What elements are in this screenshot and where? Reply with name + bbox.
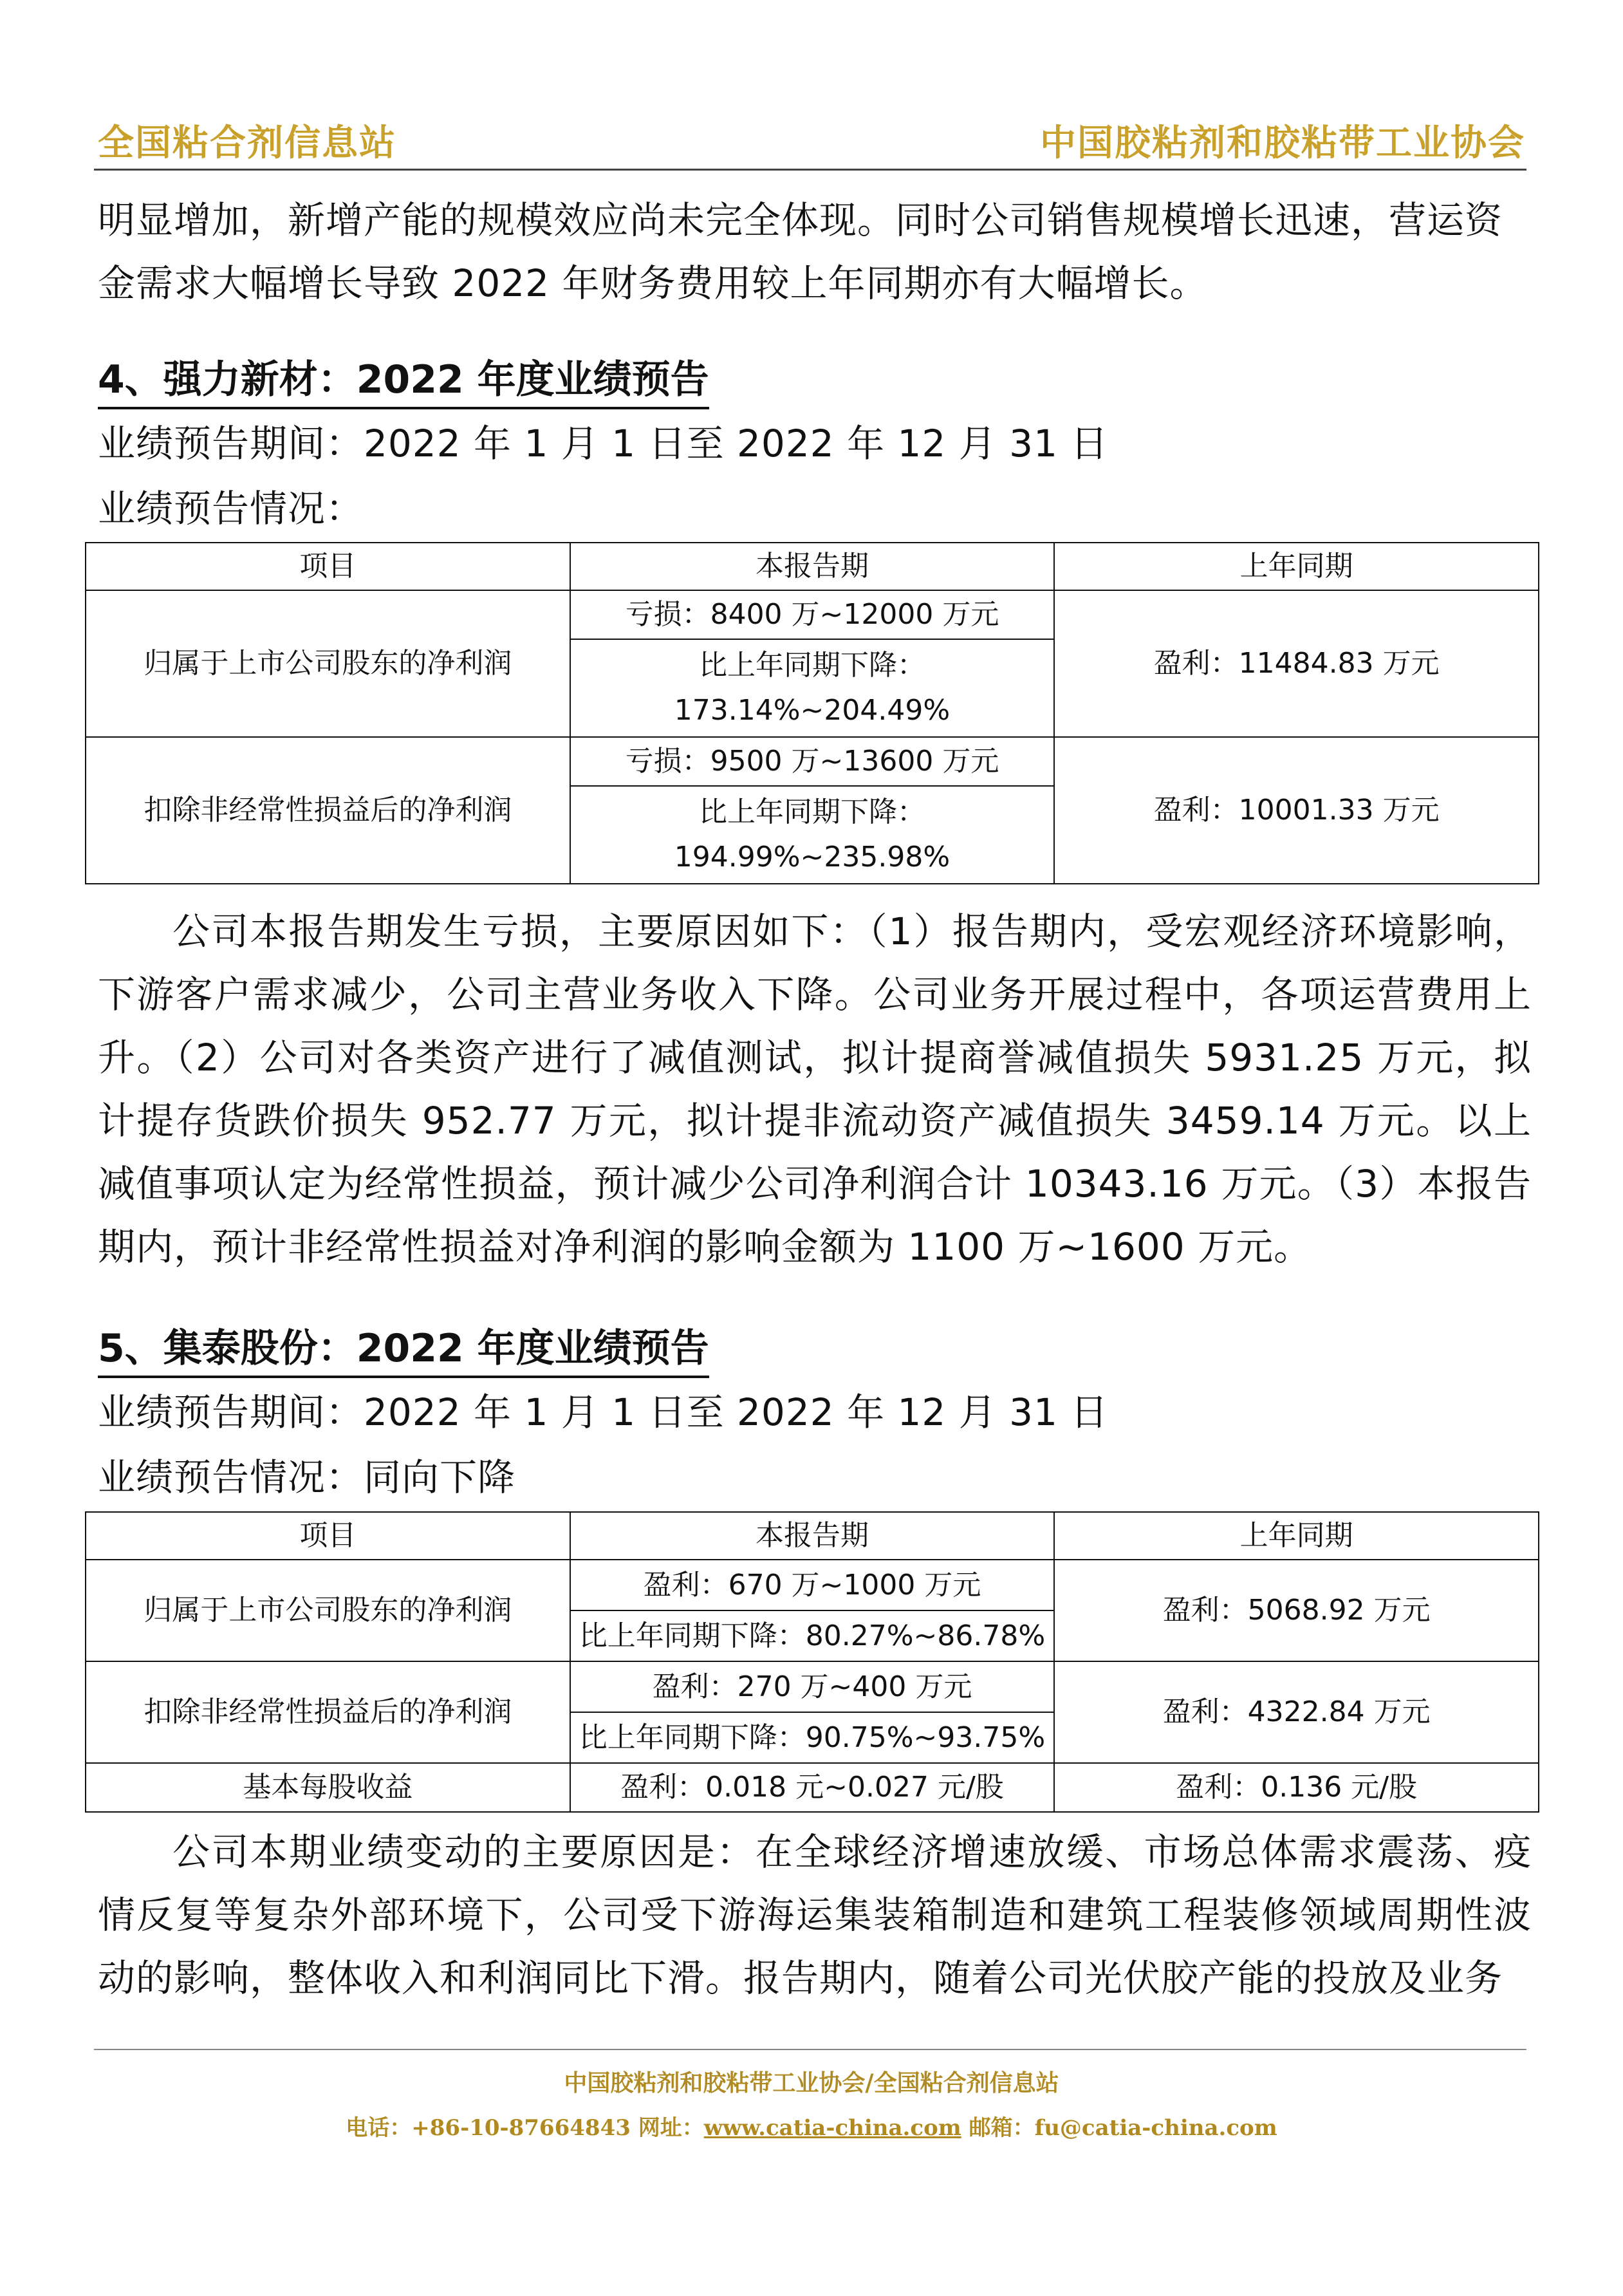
footer-email[interactable]: fu@catia-china.com xyxy=(1034,2115,1277,2141)
section5-paragraph: 公司本期业绩变动的主要原因是：在全球经济增速放缓、市场总体需求震荡、疫情反复等复杂外部环境下，公司受下游海运集装箱制造和建筑工程装修领域周期性波动的影响，整体收入和利润同比下滑。报告期内，随着公司光伏胶产能的投放及业务 xyxy=(98,1830,1532,2000)
table-change-cell xyxy=(570,786,1055,884)
section4-table xyxy=(85,542,1539,884)
table-header-cell: 上年同期 xyxy=(1054,543,1539,590)
footer-contact-line xyxy=(0,2110,1623,2142)
table-prior-cell: 盈利：11484.83 万元 xyxy=(1054,590,1539,737)
table-prior-cell: 盈利：5068.92 万元 xyxy=(1054,1560,1539,1661)
change-label: 比上年同期下降： xyxy=(698,796,925,828)
table-header-row xyxy=(86,543,1539,590)
section5-table xyxy=(85,1511,1539,1813)
table-row xyxy=(86,737,1539,786)
table-item-cell: 归属于上市公司股东的净利润 xyxy=(86,1560,570,1661)
footer-divider xyxy=(94,2049,1526,2050)
table-item-cell: 扣除非经常性损益后的净利润 xyxy=(86,1661,570,1763)
header-right-title: 中国胶粘剂和胶粘带工业协会 xyxy=(1040,122,1525,164)
table-prior-cell: 盈利：4322.84 万元 xyxy=(1054,1661,1539,1763)
table-header-row xyxy=(86,1512,1539,1560)
header-left-title: 全国粘合剂信息站 xyxy=(98,122,396,164)
table-header-cell: 项目 xyxy=(86,543,570,590)
table-item-cell: 归属于上市公司股东的净利润 xyxy=(86,590,570,737)
section5-situation: 业绩预告情况：同向下降 xyxy=(98,1455,516,1499)
table-prior-cell: 盈利：10001.33 万元 xyxy=(1054,737,1539,884)
change-range: 173.14%~204.49% xyxy=(674,694,951,727)
table-header-cell: 本报告期 xyxy=(570,543,1055,590)
table-row xyxy=(86,1661,1539,1712)
table-row xyxy=(86,590,1539,639)
section4-paragraph: 公司本报告期发生亏损，主要原因如下：（1）报告期内，受宏观经济环境影响，下游客户需求减少，公司主营业务收入下降。公司业务开展过程中，各项运营费用上升。（2）公司对各类资产进行了减值测试，拟计提商誉减值损失 5931.25 万元，拟计提存货跌价损失 952.77 万元，拟计提非流动资产减值损失 3459.14 万元。以上减值事项认定为经常性损益，预计减少公司净利润合计 10343.16 万元。（3）本报告期内，预计非经常性损益对净利润的影响金额为 1100 万~1600 万元。 xyxy=(98,910,1532,1269)
footer-site-label: 网址： xyxy=(638,2115,704,2141)
intro-line-2: 金需求大幅增长导致 2022 年财务费用较上年同期亦有大幅增长。 xyxy=(98,261,1208,305)
section4-situation: 业绩预告情况： xyxy=(98,487,364,530)
change-label: 比上年同期下降： xyxy=(698,649,925,682)
intro-line-1: 明显增加，新增产能的规模效应尚未完全体现。同时公司销售规模增长迅速，营运资 xyxy=(98,198,1503,242)
table-change-cell xyxy=(570,639,1055,737)
table-header-cell: 项目 xyxy=(86,1512,570,1560)
table-item-cell: 扣除非经常性损益后的净利润 xyxy=(86,737,570,884)
table-row xyxy=(86,1560,1539,1610)
section5-heading: 5、集泰股份：2022 年度业绩预告 xyxy=(98,1321,709,1378)
table-current-cell: 盈利：670 万~1000 万元 xyxy=(570,1560,1055,1610)
footer-website-link[interactable]: www.catia-china.com xyxy=(703,2115,961,2141)
table-current-cell: 盈利：270 万~400 万元 xyxy=(570,1661,1055,1712)
section4-period: 业绩预告期间：2022 年 1 月 1 日至 2022 年 12 月 31 日 xyxy=(98,422,1109,465)
header-divider xyxy=(94,169,1526,171)
change-range: 194.99%~235.98% xyxy=(674,841,951,873)
table-item-cell: 基本每股收益 xyxy=(86,1763,570,1812)
footer-org-line: 中国胶粘剂和胶粘带工业协会/全国粘合剂信息站 xyxy=(564,2069,1059,2096)
table-header-cell: 本报告期 xyxy=(570,1512,1055,1560)
footer-mail-label: 邮箱： xyxy=(969,2115,1035,2141)
table-prior-cell: 盈利：0.136 元/股 xyxy=(1054,1763,1539,1812)
table-header-cell: 上年同期 xyxy=(1054,1512,1539,1560)
table-current-cell: 盈利：0.018 元~0.027 元/股 xyxy=(570,1763,1055,1812)
table-current-cell: 亏损：9500 万~13600 万元 xyxy=(570,737,1055,786)
table-change-cell: 比上年同期下降：80.27%~86.78% xyxy=(570,1610,1055,1661)
table-change-cell: 比上年同期下降：90.75%~93.75% xyxy=(570,1712,1055,1763)
table-current-cell: 亏损：8400 万~12000 万元 xyxy=(570,590,1055,639)
footer-phone: 电话：+86-10-87664843 xyxy=(346,2115,631,2141)
section4-heading: 4、强力新材：2022 年度业绩预告 xyxy=(98,353,709,409)
table-row xyxy=(86,1763,1539,1812)
section5-period: 业绩预告期间：2022 年 1 月 1 日至 2022 年 12 月 31 日 xyxy=(98,1390,1109,1434)
